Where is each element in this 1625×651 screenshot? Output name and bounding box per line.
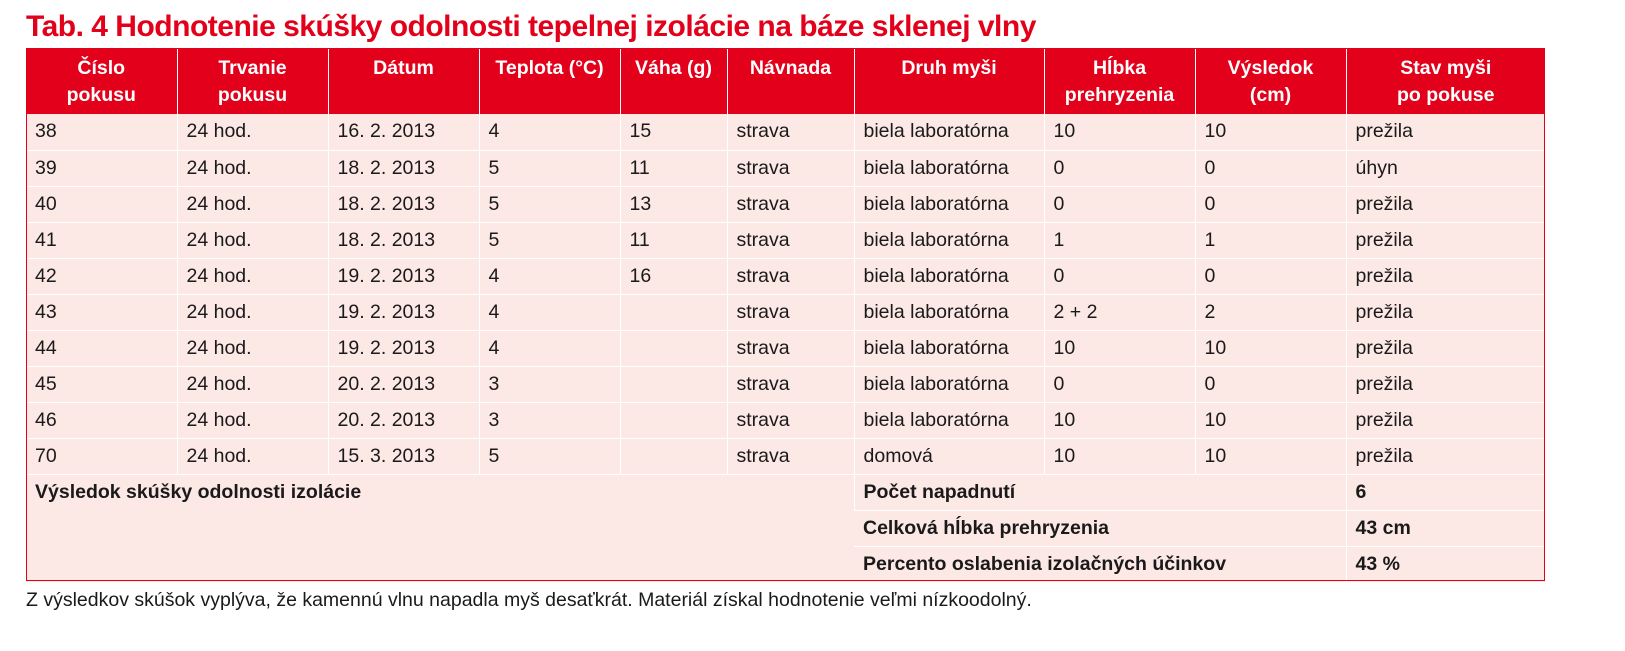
table-row xyxy=(26,366,1545,402)
cell-vysledok: 0 xyxy=(1195,150,1346,186)
summary-item-label: Percento oslabenia izolačných účinkov xyxy=(854,546,1346,582)
cell-stav-mysi: prežila xyxy=(1346,222,1545,258)
summary-item-label: Počet napadnutí xyxy=(854,474,1346,510)
cell-teplota: 5 xyxy=(479,186,620,222)
cell-cislo-pokusu: 42 xyxy=(26,258,177,294)
cell-datum: 19. 2. 2013 xyxy=(328,258,479,294)
cell-navnada: strava xyxy=(727,186,854,222)
cell-teplota: 4 xyxy=(479,294,620,330)
cell-hlbka-prehryzenia: 2 + 2 xyxy=(1044,294,1195,330)
cell-stav-mysi: prežila xyxy=(1346,330,1545,366)
cell-cislo-pokusu: 41 xyxy=(26,222,177,258)
cell-trvanie-pokusu: 24 hod. xyxy=(177,258,328,294)
header-cislo-pokusu: Číslo pokusu xyxy=(26,48,177,114)
cell-teplota: 4 xyxy=(479,330,620,366)
cell-navnada: strava xyxy=(727,222,854,258)
cell-cislo-pokusu: 46 xyxy=(26,402,177,438)
table-row xyxy=(26,438,1545,474)
cell-cislo-pokusu: 40 xyxy=(26,186,177,222)
table-row xyxy=(26,186,1545,222)
cell-trvanie-pokusu: 24 hod. xyxy=(177,186,328,222)
table-row xyxy=(26,294,1545,330)
summary-item-value: 43 % xyxy=(1346,546,1545,582)
cell-trvanie-pokusu: 24 hod. xyxy=(177,114,328,150)
cell-navnada: strava xyxy=(727,366,854,402)
header-vaha: Váha (g) xyxy=(620,48,727,114)
cell-datum: 20. 2. 2013 xyxy=(328,366,479,402)
cell-vysledok: 10 xyxy=(1195,330,1346,366)
cell-datum: 18. 2. 2013 xyxy=(328,186,479,222)
summary-label: Výsledok skúšky odolnosti izolácie xyxy=(26,474,854,582)
summary-item-value: 43 cm xyxy=(1346,510,1545,546)
cell-vysledok: 1 xyxy=(1195,222,1346,258)
cell-datum: 19. 2. 2013 xyxy=(328,330,479,366)
cell-vaha xyxy=(620,294,727,330)
cell-trvanie-pokusu: 24 hod. xyxy=(177,402,328,438)
cell-cislo-pokusu: 43 xyxy=(26,294,177,330)
cell-cislo-pokusu: 45 xyxy=(26,366,177,402)
cell-druh-mysi: biela laboratórna xyxy=(854,150,1044,186)
cell-teplota: 5 xyxy=(479,222,620,258)
cell-teplota: 4 xyxy=(479,114,620,150)
cell-druh-mysi: biela laboratórna xyxy=(854,186,1044,222)
cell-cislo-pokusu: 70 xyxy=(26,438,177,474)
cell-hlbka-prehryzenia: 0 xyxy=(1044,366,1195,402)
cell-vaha xyxy=(620,330,727,366)
cell-vaha: 11 xyxy=(620,150,727,186)
cell-datum: 20. 2. 2013 xyxy=(328,402,479,438)
cell-druh-mysi: biela laboratórna xyxy=(854,258,1044,294)
cell-trvanie-pokusu: 24 hod. xyxy=(177,294,328,330)
cell-druh-mysi: biela laboratórna xyxy=(854,402,1044,438)
cell-vysledok: 2 xyxy=(1195,294,1346,330)
cell-navnada: strava xyxy=(727,114,854,150)
cell-navnada: strava xyxy=(727,330,854,366)
conclusion-note: Z výsledkov skúšok vyplýva, že kamennú vlnu napadla myš desaťkrát. Materiál získal hodnotenie veľmi nízkoodolný. xyxy=(26,589,1032,611)
cell-vaha xyxy=(620,438,727,474)
cell-druh-mysi: biela laboratórna xyxy=(854,294,1044,330)
cell-hlbka-prehryzenia: 1 xyxy=(1044,222,1195,258)
cell-vysledok: 10 xyxy=(1195,114,1346,150)
cell-trvanie-pokusu: 24 hod. xyxy=(177,438,328,474)
cell-cislo-pokusu: 44 xyxy=(26,330,177,366)
header-vysledok: Výsledok (cm) xyxy=(1195,48,1346,114)
cell-datum: 15. 3. 2013 xyxy=(328,438,479,474)
cell-vysledok: 10 xyxy=(1195,402,1346,438)
header-datum: Dátum xyxy=(328,48,479,114)
cell-datum: 18. 2. 2013 xyxy=(328,150,479,186)
cell-druh-mysi: biela laboratórna xyxy=(854,114,1044,150)
cell-teplota: 3 xyxy=(479,402,620,438)
cell-vysledok: 0 xyxy=(1195,186,1346,222)
table-title: Tab. 4 Hodnotenie skúšky odolnosti tepelnej izolácie na báze sklenej vlny xyxy=(26,10,1036,43)
table-row xyxy=(26,258,1545,294)
cell-stav-mysi: prežila xyxy=(1346,294,1545,330)
cell-navnada: strava xyxy=(727,438,854,474)
header-druh-mysi: Druh myši xyxy=(854,48,1044,114)
cell-druh-mysi: biela laboratórna xyxy=(854,366,1044,402)
cell-datum: 16. 2. 2013 xyxy=(328,114,479,150)
header-navnada: Návnada xyxy=(727,48,854,114)
cell-druh-mysi: domová xyxy=(854,438,1044,474)
table-row xyxy=(26,330,1545,366)
cell-hlbka-prehryzenia: 10 xyxy=(1044,330,1195,366)
cell-trvanie-pokusu: 24 hod. xyxy=(177,330,328,366)
header-teplota: Teplota (°C) xyxy=(479,48,620,114)
cell-teplota: 5 xyxy=(479,150,620,186)
cell-hlbka-prehryzenia: 0 xyxy=(1044,186,1195,222)
cell-hlbka-prehryzenia: 0 xyxy=(1044,150,1195,186)
cell-navnada: strava xyxy=(727,258,854,294)
cell-teplota: 4 xyxy=(479,258,620,294)
cell-navnada: strava xyxy=(727,294,854,330)
cell-stav-mysi: prežila xyxy=(1346,186,1545,222)
summary-item-value: 6 xyxy=(1346,474,1545,510)
cell-vaha: 13 xyxy=(620,186,727,222)
header-trvanie-pokusu: Trvanie pokusu xyxy=(177,48,328,114)
cell-druh-mysi: biela laboratórna xyxy=(854,222,1044,258)
cell-cislo-pokusu: 39 xyxy=(26,150,177,186)
cell-vaha: 16 xyxy=(620,258,727,294)
cell-datum: 19. 2. 2013 xyxy=(328,294,479,330)
cell-druh-mysi: biela laboratórna xyxy=(854,330,1044,366)
cell-vysledok: 0 xyxy=(1195,258,1346,294)
cell-hlbka-prehryzenia: 0 xyxy=(1044,258,1195,294)
cell-navnada: strava xyxy=(727,402,854,438)
cell-hlbka-prehryzenia: 10 xyxy=(1044,402,1195,438)
cell-vaha: 11 xyxy=(620,222,727,258)
cell-navnada: strava xyxy=(727,150,854,186)
summary-item-label: Celková hĺbka prehryzenia xyxy=(854,510,1346,546)
cell-stav-mysi: prežila xyxy=(1346,258,1545,294)
table-row xyxy=(26,222,1545,258)
cell-stav-mysi: prežila xyxy=(1346,438,1545,474)
table-row xyxy=(26,114,1545,150)
cell-stav-mysi: prežila xyxy=(1346,402,1545,438)
cell-vysledok: 10 xyxy=(1195,438,1346,474)
cell-hlbka-prehryzenia: 10 xyxy=(1044,114,1195,150)
cell-trvanie-pokusu: 24 hod. xyxy=(177,150,328,186)
cell-vaha: 15 xyxy=(620,114,727,150)
cell-vysledok: 0 xyxy=(1195,366,1346,402)
cell-cislo-pokusu: 38 xyxy=(26,114,177,150)
cell-vaha xyxy=(620,366,727,402)
results-table xyxy=(26,48,1545,583)
summary-row-1 xyxy=(26,474,1545,510)
table-row xyxy=(26,150,1545,186)
cell-hlbka-prehryzenia: 10 xyxy=(1044,438,1195,474)
table-row xyxy=(26,402,1545,438)
cell-vaha xyxy=(620,402,727,438)
cell-stav-mysi: prežila xyxy=(1346,114,1545,150)
header-stav-mysi: Stav myši po pokuse xyxy=(1346,48,1545,114)
cell-teplota: 3 xyxy=(479,366,620,402)
cell-stav-mysi: prežila xyxy=(1346,366,1545,402)
header-hlbka-prehryzenia: Hĺbka prehryzenia xyxy=(1044,48,1195,114)
cell-trvanie-pokusu: 24 hod. xyxy=(177,366,328,402)
cell-datum: 18. 2. 2013 xyxy=(328,222,479,258)
cell-teplota: 5 xyxy=(479,438,620,474)
cell-stav-mysi: úhyn xyxy=(1346,150,1545,186)
header-row xyxy=(26,48,1545,114)
cell-trvanie-pokusu: 24 hod. xyxy=(177,222,328,258)
